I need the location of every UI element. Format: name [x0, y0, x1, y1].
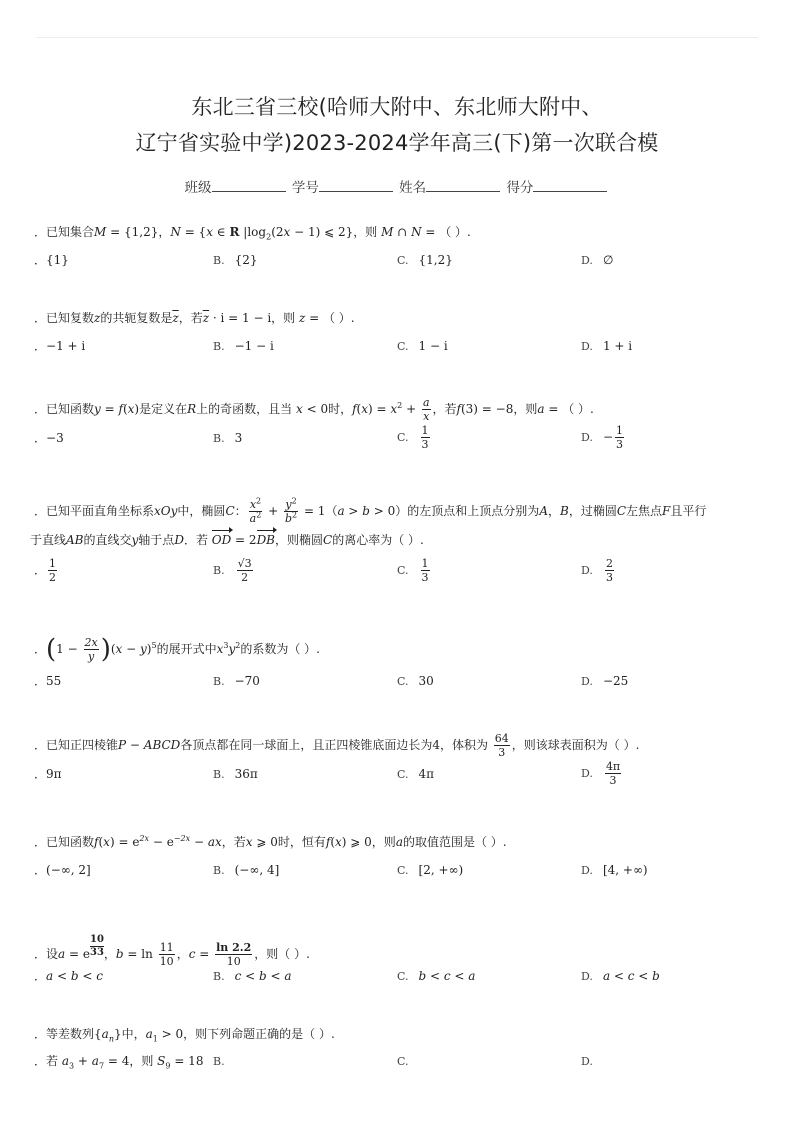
question-5-stem: ．(1 − $\frac{2x}{y}$ )$(x - y)^5$的展开式中$x^3y^2$的系数为（ ）.: [34, 634, 320, 665]
question-5-option-b[interactable]: B. −70: [213, 674, 260, 688]
question-2-option-b[interactable]: B. −1 − i: [213, 339, 274, 353]
question-9-option-c[interactable]: C.: [397, 1055, 409, 1068]
question-4-stem-line2: 于直线AB的直线交y轴于点D．若 OD = 2DB，则椭圆C的离心率为（ ）.: [30, 533, 424, 547]
page-title-line1: 东北三省三校(哈师大附中、东北师大附中、: [191, 95, 603, 119]
question-3-option-a[interactable]: ．−3: [34, 431, 64, 445]
question-5-option-a[interactable]: ．55: [34, 674, 62, 688]
question-1-stem: ．已知集合M = {1,2}，N = {x ∈ R $|\log_2(2x - 1)$ ⩽ 2}，则 M ∩ N = （ ）.: [34, 225, 471, 242]
question-9-option-b[interactable]: B.: [213, 1055, 225, 1068]
question-1-option-c[interactable]: C. {1,2}: [397, 253, 453, 267]
question-1-option-b[interactable]: B. {2}: [213, 253, 258, 267]
question-1-option-d[interactable]: D. ∅: [581, 253, 614, 267]
question-6-option-a[interactable]: ．9π: [34, 767, 62, 781]
question-2-option-d[interactable]: D. 1 + i: [581, 339, 633, 353]
question-4-option-a[interactable]: ． $\frac{1}{2}$: [34, 557, 57, 584]
question-4-option-d[interactable]: D. $\frac{2}{3}$: [581, 557, 613, 584]
question-2-option-a[interactable]: ．−1 + i: [34, 339, 86, 353]
question-7-option-d[interactable]: D. [4, +∞): [581, 863, 648, 877]
score-field-blank[interactable]: [533, 177, 607, 192]
question-2-stem: ．已知复数z的共轭复数是$\overline{z}$，若$\overline{z} \cdot i = 1 - i$，则 z = （ ）.: [34, 311, 355, 325]
question-7-option-a[interactable]: ．(−∞, 2]: [34, 863, 91, 877]
question-6-stem: ．已知正四棱锥P − ABCD各顶点都在同一球面上，且正四棱锥底面边长为4，体积为 $\frac{64}{3}$ ，则该球表面积为（ ）.: [34, 732, 640, 759]
question-8-option-a[interactable]: ．a < b < c: [34, 969, 103, 983]
question-3-stem: ．已知函数y = f(x)是定义在R上的奇函数，且当 x < 0时，$f(x) = x^2$ + $\frac{a}{x}$ ，若f(3) = −8，则a = （ ）.: [34, 396, 594, 423]
question-5-option-c[interactable]: C. 30: [397, 674, 434, 688]
class-field-label: 班级: [184, 180, 212, 196]
question-3-option-c[interactable]: C. $\frac{1}{3}$: [397, 424, 429, 451]
name-field-label: 姓名: [399, 180, 427, 196]
question-6-option-c[interactable]: C. 4π: [397, 767, 435, 781]
question-3-option-d[interactable]: D. − $\frac{1}{3}$: [581, 424, 623, 451]
question-4-stem-line1: ．已知平面直角坐标系xOy中，椭圆C： $\frac{x^2}{a^2}$ + $\frac{y^2}{b^2}$ = 1（a > b > 0）的左顶点和上顶点分别为A，B，过椭圆C左焦点F且平行: [34, 496, 707, 525]
question-8-option-b[interactable]: B. c < b < a: [213, 969, 292, 983]
question-3-option-b[interactable]: B. 3: [213, 431, 243, 445]
question-7-stem: ．已知函数$f(x) = e^{2x} - e^{-2x}$ − ax，若x ⩾ 0时，恒有f(x) ⩾ 0，则a的取值范围是（ ）.: [34, 834, 507, 849]
id-field-label: 学号: [291, 180, 319, 196]
question-4-option-b[interactable]: B. $\frac{√3}{2}$: [213, 557, 252, 584]
question-9-option-a[interactable]: ．若 $a_3 + a_7 = 4$，则 $S_9 = 18$: [34, 1054, 204, 1071]
page-title-line2: 辽宁省实验中学)2023-2024学年高三(下)第一次联合模: [135, 131, 659, 155]
name-field-blank[interactable]: [426, 177, 500, 192]
question-9-stem: ．等差数列$\{a_n\}$中，$a_1 > 0$，则下列命题正确的是（ ）.: [34, 1027, 335, 1044]
question-7-option-c[interactable]: C. [2, +∞): [397, 863, 464, 877]
question-5-option-d[interactable]: D. −25: [581, 674, 629, 688]
question-1-option-a[interactable]: ．{1}: [34, 253, 69, 267]
id-field-blank[interactable]: [319, 177, 393, 192]
score-field-label: 得分: [506, 180, 534, 196]
question-6-option-d[interactable]: D. $\frac{4\pi}{3}$: [581, 760, 621, 787]
question-8-option-c[interactable]: C. b < c < a: [397, 969, 476, 983]
question-6-option-b[interactable]: B. 36π: [213, 767, 258, 781]
student-info-fields: [0, 176, 794, 196]
question-8-stem: ．设a = e $\frac{10}{33}$ ，b = ln $\frac{11}{10}$ ，c = $\frac{\ln 2.2}{10}$ ，则（ ）.: [34, 934, 310, 968]
question-7-option-b[interactable]: B. (−∞, 4]: [213, 863, 280, 877]
top-divider: [36, 37, 758, 38]
class-field-blank[interactable]: [212, 177, 286, 192]
question-4-option-c[interactable]: C. $\frac{1}{3}$: [397, 557, 429, 584]
question-9-option-d[interactable]: D.: [581, 1055, 593, 1068]
question-2-option-c[interactable]: C. 1 − i: [397, 339, 448, 353]
question-8-option-d[interactable]: D. a < c < b: [581, 969, 660, 983]
